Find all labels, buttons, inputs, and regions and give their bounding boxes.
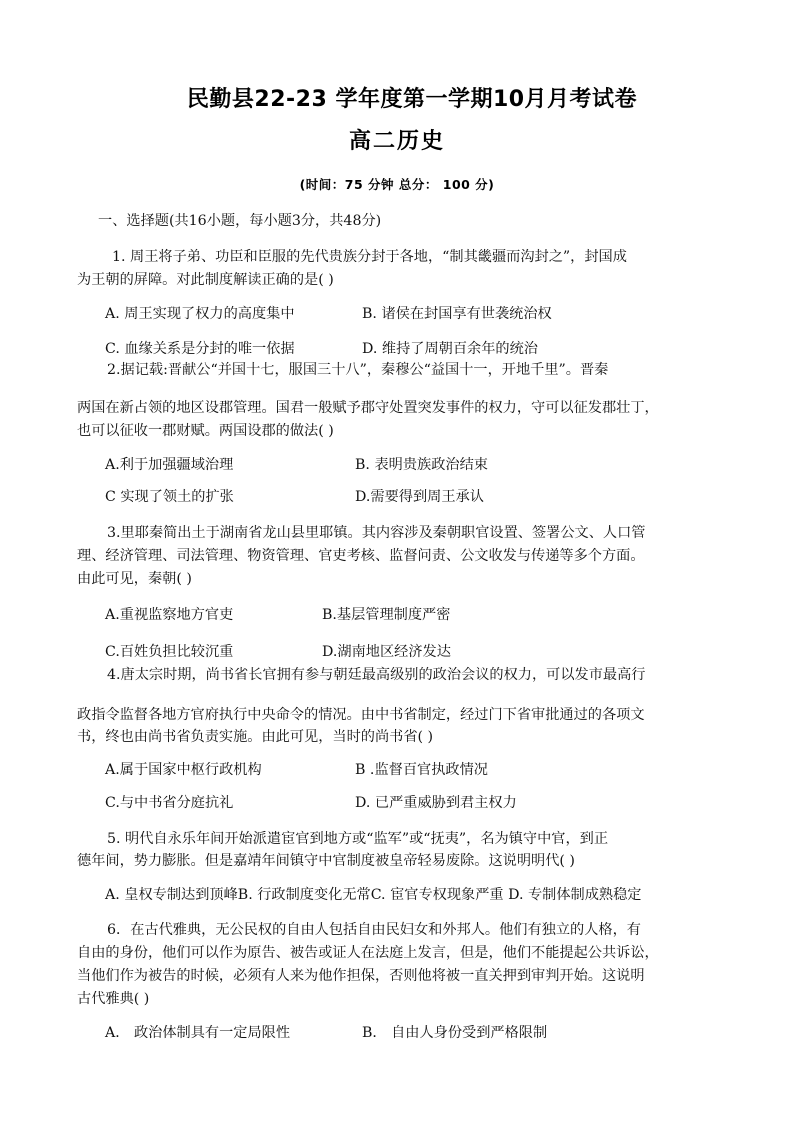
- question-stem-line: 自由的身份，他们可以作为原告、被告或证人在法庭上发言，但是，他们不能提起公共诉讼，: [77, 945, 659, 961]
- option-a: A. 周王实现了权力的高度集中: [105, 306, 295, 322]
- question-stem-line: 也可以征收一郡财赋。两国设郡的做法( ): [77, 423, 334, 439]
- option-b: B.基层管理制度严密: [322, 607, 451, 623]
- question-stem-line: 德年间，势力膨胀。但是嘉靖年间镇守中官制度被皇帝轻易废除。这说明明代( ): [77, 853, 575, 869]
- exam-info: (时间：75 分钟 总分： 100 分): [299, 177, 495, 192]
- option-d: D.需要得到周王承认: [355, 489, 484, 505]
- option-b: B. 诸侯在封国享有世袭统治权: [362, 306, 552, 322]
- question-stem-line: 1. 周王将子弟、功臣和臣服的先代贵族分封于各地，“制其畿疆而沟封之”，封国成: [112, 249, 627, 265]
- question-stem-line: 3.里耶秦简出土于湖南省龙山县里耶镇。其内容涉及秦朝职官设置、签署公文、人口管: [107, 525, 646, 541]
- option-b: B. 表明贵族政治结束: [355, 457, 488, 473]
- question-stem-line: 为王朝的屏障。对此制度解读正确的是( ): [77, 272, 334, 288]
- option-c: C.百姓负担比较沉重: [105, 644, 234, 660]
- question-stem-line: 书，终也由尚书省负责实施。由此可见，当时的尚书省( ): [77, 729, 434, 745]
- question-stem-line: 理、经济管理、司法管理、物资管理、官吏考核、监督问责、公文收发与传递等多个方面。: [77, 548, 645, 564]
- option-c: C 实现了领土的扩张: [105, 489, 234, 505]
- option-b: B． 自由人身份受到严格限制: [362, 1025, 548, 1041]
- exam-title: 民勤县22-23 学年度第一学期10月月考试卷: [186, 87, 638, 112]
- question-stem-line: 5. 明代自永乐年间开始派遣宦官到地方或“监军”或“抚夷”，名为镇守中官，到正: [107, 831, 609, 847]
- question-stem-line: 4.唐太宗时期，尚书省长官拥有参与朝廷最高级别的政治会议的权力，可以发市最高行: [107, 667, 646, 683]
- option-c: C.与中书省分庭抗礼: [105, 795, 234, 811]
- option-a: A． 政治体制具有一定局限性: [105, 1025, 291, 1041]
- question-stem-line: 政指令监督各地方官府执行中央命令的情况。由中书省制定，经过门下省审批通过的各项文: [77, 707, 645, 723]
- option-c: C. 血缘关系是分封的唯一依据: [105, 341, 295, 357]
- options-line: A. 皇权专制达到顶峰B. 行政制度变化无常C. 宦官专权现象严重 D. 专制体制成熟稳定: [105, 887, 642, 903]
- subject-title: 高二历史: [348, 129, 445, 154]
- option-b: B .监督百官执政情况: [355, 762, 488, 778]
- question-stem-line: 2.据记载:晋献公“并国十七，服国三十八”，秦穆公“益国十一，开地千里”。晋秦: [107, 362, 609, 378]
- option-a: A.属于国家中枢行政机构: [105, 762, 262, 778]
- question-stem-line: 古代雅典( ): [77, 991, 150, 1007]
- question-stem-line: 由此可见，秦朝( ): [77, 571, 192, 587]
- section-heading: 一、选择题(共16小题，每小题3分，共48分): [98, 213, 382, 229]
- option-a: A.重视监察地方官吏: [105, 607, 234, 623]
- question-stem-line: 6．在古代雅典，无公民权的自由人包括自由民妇女和外邦人。他们有独立的人格，有: [107, 922, 641, 938]
- option-d: D. 已严重威胁到君主权力: [355, 795, 517, 811]
- option-d: D. 维持了周朝百余年的统治: [362, 341, 538, 357]
- option-a: A.利于加强疆域治理: [105, 457, 234, 473]
- option-d: D.湖南地区经济发达: [322, 644, 451, 660]
- question-stem-line: 两国在新占领的地区设郡管理。国君一般赋予郡守处置突发事件的权力，守可以征发郡壮丁，: [77, 400, 659, 416]
- question-stem-line: 当他们作为被告的时候，必须有人来为他作担保，否则他将被一直关押到审判开始。这说明: [77, 968, 645, 984]
